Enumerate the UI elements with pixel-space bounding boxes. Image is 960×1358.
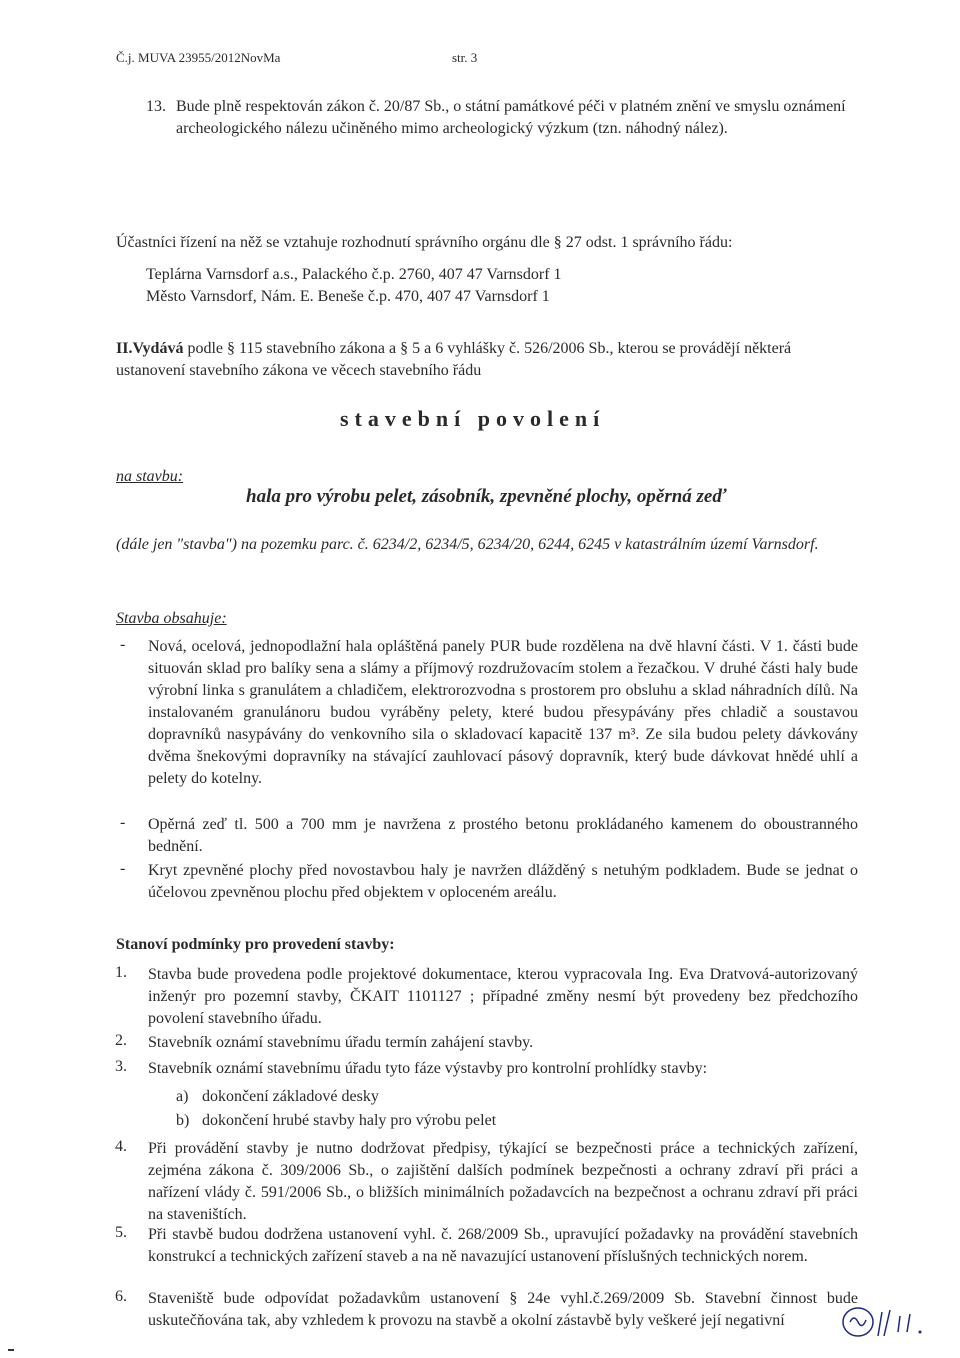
contents-heading: Stavba obsahuje:	[116, 610, 227, 627]
subitem-text: dokončení hrubé stavby haly pro výrobu pelet	[202, 1112, 497, 1129]
condition-text: Při stavbě budou dodržena ustanovení vyhl. č. 268/2009 Sb., upravující požadavky na provádění stavebních konstrukcí a technických zařízení staveb a na ně navazující ustanovení příslušných technických norem.	[148, 1226, 858, 1265]
condition-number: 4.	[115, 1138, 127, 1155]
list-bullet: -	[120, 636, 126, 653]
condition-number: 5.	[115, 1224, 127, 1241]
participant-line: Město Varnsdorf, Nám. E. Beneše č.p. 470, 407 47 Varnsdorf 1	[146, 288, 550, 305]
item-13-number: 13.	[146, 98, 166, 115]
condition-number: 6.	[115, 1288, 127, 1305]
contents-item: Opěrná zeď tl. 500 a 700 mm je navržena z prostého betonu prokládaného kamenem do oboustranného bednění.	[148, 816, 858, 855]
section-2-text: podle § 115 stavebního zákona a § 5 a 6 vyhlášky č. 526/2006 Sb., kterou se provádějí některá ustanovení stavebního zákona ve věcech stavebního řádu	[116, 340, 792, 379]
contents-item: Kryt zpevněné plochy před novostavbou haly je navržen dlážděný s netuhým podkladem. Bude se jednat o účelovou zpevněnou plochu před objektem v oploceném areálu.	[148, 862, 858, 901]
condition-number: 1.	[115, 964, 127, 981]
condition-number: 3.	[115, 1058, 127, 1075]
subitem-text: dokončení základové desky	[202, 1088, 379, 1105]
condition-text: Stavba bude provedena podle projektové dokumentace, kterou vypracovala Ing. Eva Dratvová-autorizovaný inženýr pro pozemní stavby, ČKAIT 1101127 ; případné změny nesmí být provedeny bez předchozího povolení stavebního úřadu.	[148, 966, 858, 1027]
subitem-letter: a)	[176, 1088, 189, 1105]
item-13-text: Bude plně respektován zákon č. 20/87 Sb., o státní památkové péči v platném znění ve smyslu oznámení archeologického nálezu učiněného mimo archeologický výzkum (tzn. náhodný nález).	[176, 98, 846, 137]
list-bullet: -	[120, 814, 126, 831]
parcel-text: (dále jen "stavba") na pozemku parc. č. 6234/2, 6234/5, 6234/20, 6244, 6245 v katastrálním území Varnsdorf.	[116, 536, 819, 553]
conditions-heading: Stanoví podmínky pro provedení stavby:	[116, 936, 395, 953]
participants-intro: Účastníci řízení na něž se vztahuje rozhodnutí správního orgánu dle § 27 odst. 1 správního řádu:	[116, 234, 733, 251]
condition-text: Při provádění stavby je nutno dodržovat předpisy, týkající se bezpečnosti práce a technických zařízení, zejména zákona č. 309/2006 Sb., o zajištění dalších podmínek bezpečnosti a ochrany zdraví při práci a nařízení vlády č. 591/2006 Sb., o bližších minimálních požadavcích na bezpečnost a ochranu zdraví při práci na staveništích.	[148, 1140, 858, 1223]
section-2-lead: II.Vydává	[116, 340, 184, 357]
handwritten-page-stamp	[840, 1300, 940, 1345]
subitem-letter: b)	[176, 1112, 190, 1129]
list-bullet: -	[120, 860, 126, 877]
page-number: str. 3	[452, 50, 478, 65]
condition-text: Staveniště bude odpovídat požadavkům ustanovení § 24e vyhl.č.269/2009 Sb. Stavební činnost bude uskutečňována tak, aby vzhledem k provozu na stavbě a okolní zástavbě byly veškeré její negativní	[148, 1290, 858, 1329]
contents-item: Nová, ocelová, jednopodlažní hala opláštěná panely PUR bude rozdělena na dvě hlavní části. V 1. části bude situován sklad pro balíky sena a slámy a příjmový rozdružovacím stolem a řezačkou. V druhé části haly bude výrobní linka s granulátem a chladičem, elektrorozvodna s prostorem pro obsluhu a sklad náhradních dílů. Na instalovaném granulánoru budou vyráběny pelety, které budou přesypávány přes chladič a soustavou dopravníků nasypávány do venkovního sila o skladovací kapacitě 137 m³. Ze sila budou pelety dávkovány dvěma šnekovými dopravníky na stávající zauhlovací pásový dopravník, který bude dávkovat hnědé uhlí a pelety do kotelny.	[148, 638, 858, 787]
for-build-label: na stavbu:	[116, 468, 184, 485]
page-edge-mark	[8, 1349, 14, 1351]
permit-title: stavební povolení	[340, 406, 606, 431]
section-2-paragraph	[116, 338, 856, 382]
document-reference: Č.j. MUVA 23955/2012NovMa	[116, 50, 281, 65]
condition-number: 2.	[115, 1032, 127, 1049]
participant-line: Teplárna Varnsdorf a.s., Palackého č.p. 2760, 407 47 Varnsdorf 1	[146, 266, 562, 283]
condition-text: Stavebník oznámí stavebnímu úřadu tyto fáze výstavby pro kontrolní prohlídky stavby:	[148, 1060, 708, 1077]
condition-text: Stavebník oznámí stavebnímu úřadu termín zahájení stavby.	[148, 1034, 534, 1051]
build-title: hala pro výrobu pelet, zásobník, zpevněné plochy, opěrná zeď	[246, 486, 727, 507]
